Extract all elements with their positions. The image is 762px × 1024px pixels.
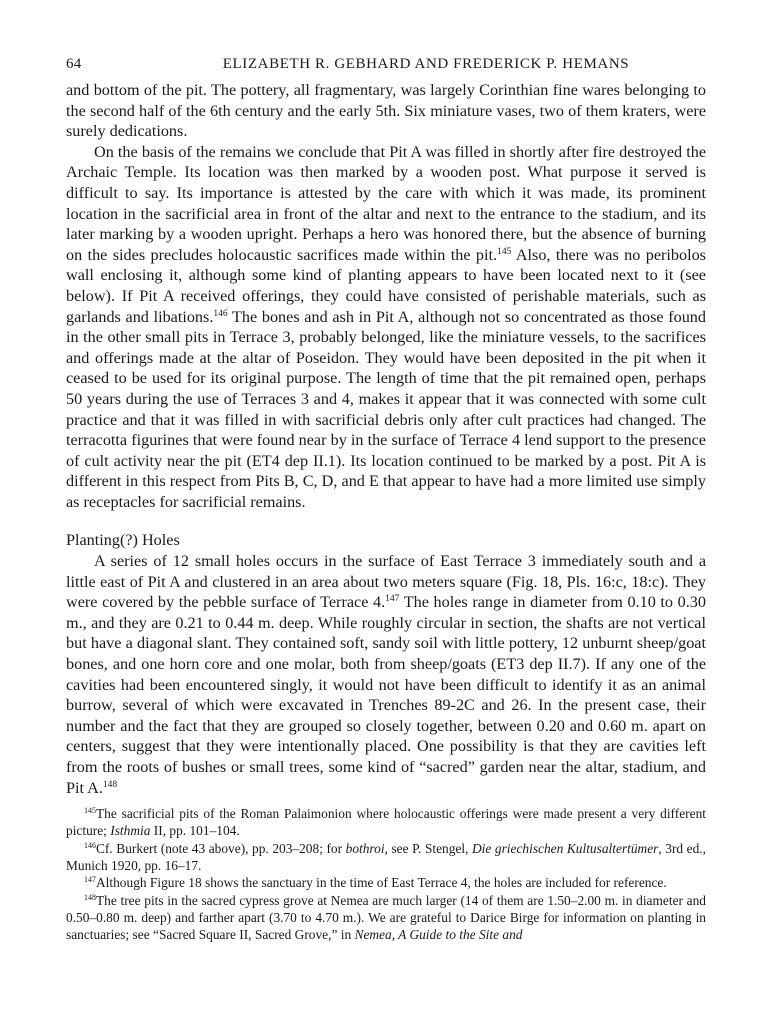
paragraph: On the basis of the remains we conclude that Pit A was filled in shortly after fire destroyed the Archaic Temple. Its location was then marked by a wooden post. What purpose it served is difficult to say. Its importance is attested by the care with which it was made, its prominent location in the sacrificial area in front of the altar and next to the entrance to the stadium, and its later marking by a wooden upright. Perhaps a hero was honored there, but the absence of burning on the sides precludes holocaustic sacrifices made within the pit.$^{145}$ Also, there was no peribolos wall enclosing it, although some kind of planting appears to have been located next to it (see below). If Pit A received offerings, they could have consisted of perishable materials, such as garlands and libations.$^{146}$ The bones and ash in Pit A, although not so concentrated as those found in the other small pits in Terrace 3, probably belonged, like the miniature vessels, to the sacrifices and offerings made at the altar of Poseidon. They would have been deposited in the pit when it ceased to be used for its original purpose. The length of time that the pit remained open, perhaps 50 years during the use of Terraces 3 and 4, makes it appear that it was connected with some cult practice and that it was filled in with sacrificial debris only after cult practices had changed. The terracotta figurines that were found near by in the surface of Terrace 4 lend support to the presence of cult activity near the pit (ET4 dep II.1). Its location continued to be marked by a post. Pit A is different in this respect from Pits B, C, D, and E that appear to have had a more limited use simply as receptacles for sacrificial remains. bbox=[66, 142, 706, 511]
footnote: $^{146}$Cf. Burkert (note 43 above), pp. 203–208; for bothroi, see P. Stengel, Die griechischen Kultusaltertümer, 3rd ed., Munich 1920, pp. 16–17. bbox=[66, 840, 706, 873]
footnote-ref[interactable]: 148 bbox=[102, 779, 118, 790]
section-heading: Planting(?) Holes bbox=[66, 531, 180, 550]
footnote: $^{148}$The tree pits in the sacred cypress grove at Nemea are much larger (14 of them are 1.50–2.00 m. in diameter and 0.50–0.80 m. deep) and farther apart (3.70 to 4.70 m.). We are grateful to Darice Birge for information on planting in sanctuaries; see “Sacred Square II, Sacred Grove,” in Nemea, A Guide to the Site and bbox=[66, 893, 706, 942]
paragraph: A series of 12 small holes occurs in the surface of East Terrace 3 immediately south and a little east of Pit A and clustered in an area about two meters square (Fig. 18, Pls. 16:c, 18:c). They were covered by the pebble surface of Terrace 4.$^{147}$ The holes range in diameter from 0.10 to 0.30 m., and they are 0.21 to 0.44 m. deep. While roughly circular in section, the shafts are not vertical but have a diagonal slant. They contained soft, sandy soil with little pottery, 12 unburnt sheep/goat bones, and one horn core and one molar, both from sheep/goats (ET3 dep II.7). If any one of the cavities had been encountered singly, it would not have been difficult to identify it as an animal burrow, several of which were excavated in Trenches 89-2C and 26. In the present case, their number and the fact that they are grouped so closely together, between 0.20 and 0.60 m. apart on centers, suggest that they were intentionally placed. One possibility is that they are cavities left from the roots of bushes or small trees, some kind of “sacred” garden near the altar, stadium, and Pit A.$^{148}$ bbox=[66, 552, 706, 797]
footnote: $^{145}$The sacrificial pits of the Roman Palaimonion where holocaustic offerings were made present a very different picture; Isthmia II, pp. 101–104. bbox=[66, 806, 706, 838]
footnote: $^{147}$Although Figure 18 shows the sanctuary in the time of East Terrace 4, the holes are included for reference. bbox=[84, 875, 667, 891]
footnotes bbox=[66, 806, 706, 943]
footnote-ref[interactable]: 147 bbox=[385, 594, 400, 605]
footnote-ref[interactable]: 146 bbox=[213, 308, 228, 319]
body-text bbox=[66, 80, 706, 798]
paragraph: and bottom of the pit. The pottery, all fragmentary, was largely Corinthian fine wares belonging to the second half of the 6th century and the early 5th. Six miniature vases, two of them kraters, were surely dedications. bbox=[66, 81, 706, 141]
running-head: ELIZABETH R. GEBHARD AND FREDERICK P. HEMANS bbox=[222, 56, 630, 72]
page-number: 64 bbox=[66, 56, 82, 72]
page-header bbox=[66, 50, 706, 80]
page bbox=[66, 50, 706, 945]
footnote-ref[interactable]: 145 bbox=[497, 246, 512, 257]
